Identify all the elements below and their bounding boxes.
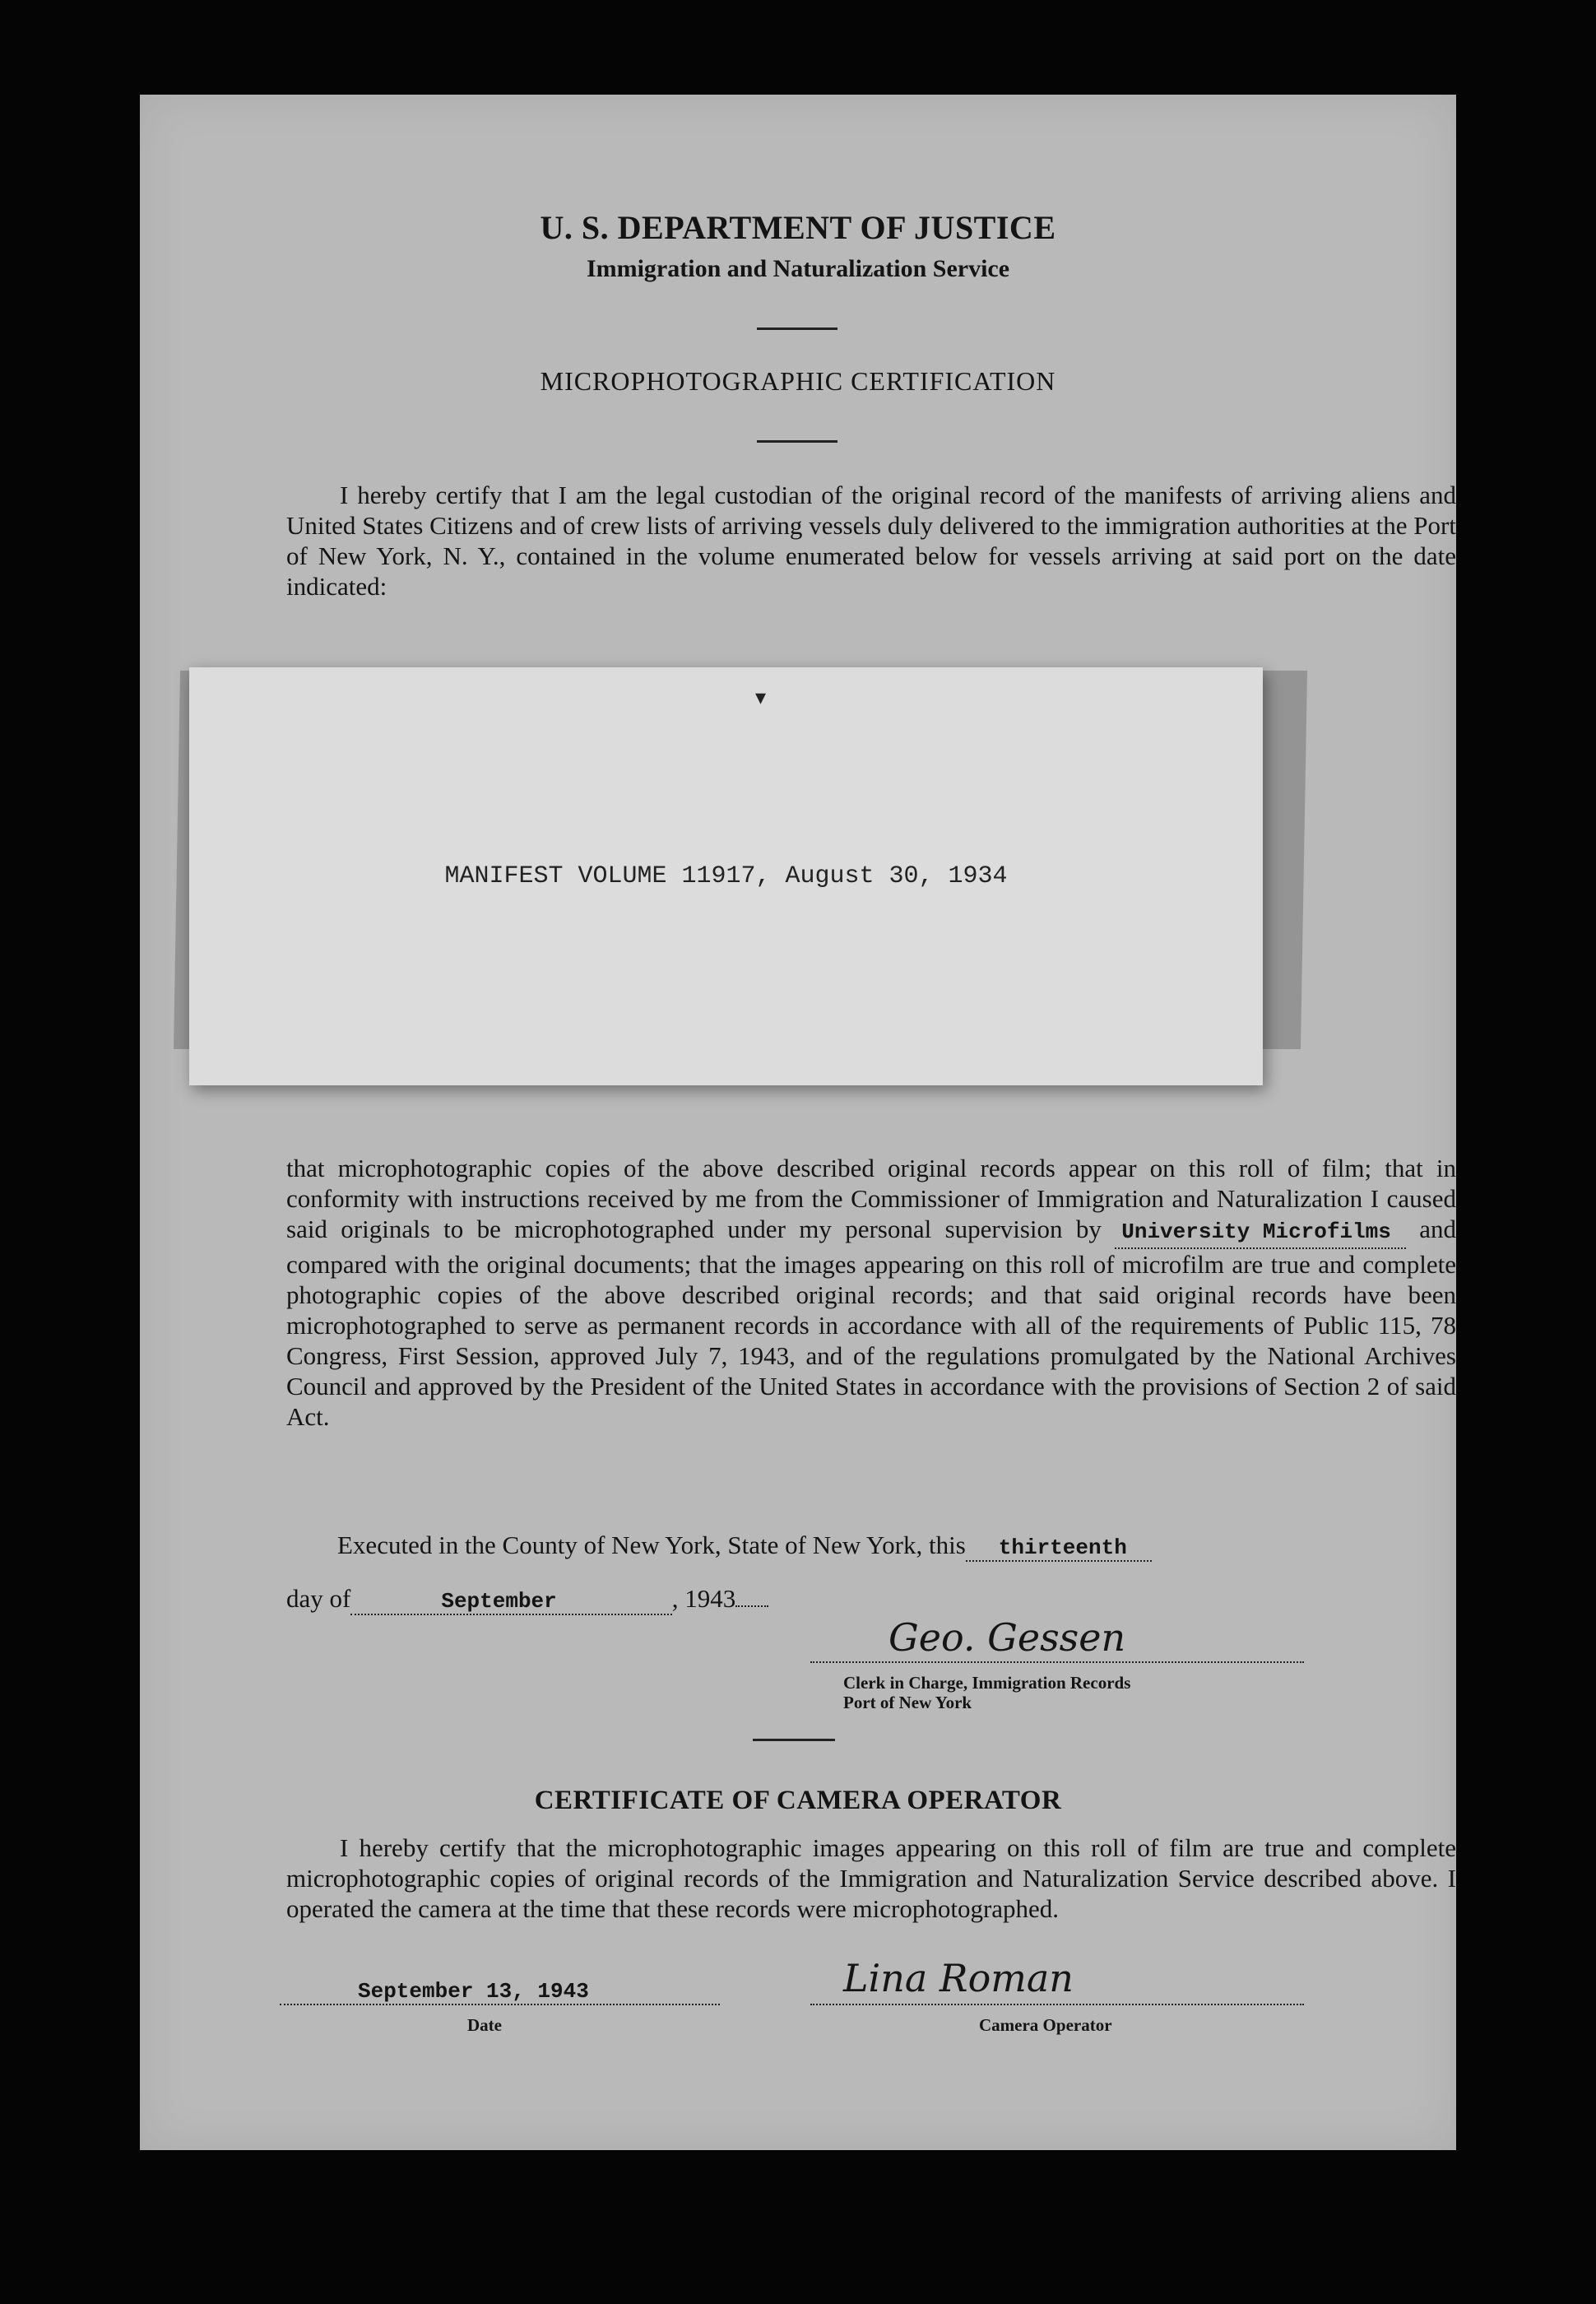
clerk-title [843,1673,1130,1712]
month-value: September [441,1589,557,1614]
year-dots [735,1605,768,1607]
month-field [350,1584,671,1615]
divider [753,1739,835,1741]
operator-label: Camera Operator [979,2015,1112,2035]
operator-signature: Lina Roman [843,1956,1074,2000]
pin-mark-icon: ▾ [755,685,767,709]
executed-text: Executed in the County of New York, State of New York, this [337,1531,966,1559]
clerk-title-line-2: Port of New York [843,1693,972,1712]
certificate-page [140,95,1456,2150]
date-line [286,1584,768,1615]
department-title: U. S. DEPARTMENT OF JUSTICE [540,209,1056,246]
date-label: Date [467,2015,502,2035]
clerk-signature-line [810,1661,1304,1663]
filmed-by-value: University Microfilms [1121,1219,1391,1244]
operator-signature-line [810,2004,1304,2005]
form-title: MICROPHOTOGRAPHIC CERTIFICATION [540,366,1056,396]
year-value: , 1943 [671,1584,736,1613]
clerk-signature: Geo. Gessen [888,1615,1126,1660]
body-lead: that microphotographic copies of the above described original records appear on this roll of film; that in conformity with instructions received by me from the Commissioner of Immigration and Naturalization I caused said originals to be microphotographed under my personal supervision by [286,1154,1456,1243]
certification-intro: I hereby certify that I am the legal custodian of the original record of the manifests of arriving aliens and United States Citizens and of crew lists of arriving vessels duly delivered to the immigration authorities at the Port of New York, N. Y., contained in the volume enumerated below for vessels arriving at said port on the date indicated: [286,481,1456,601]
body-rest: and compared with the original documents; that the images appearing on this roll of microfilm are true and complete photographic copies of the above described original records; and that said original records have been microphotographed to serve as permanent records in accordance with all of the requirements of Public 115, 78 Congress, First Session, approved July 7, 1943, and of the regulations promulgated by the National Archives Council and approved by the President of the United States in accordance with the provisions of Section 2 of said Act. [286,1215,1457,1431]
clerk-title-line-1: Clerk in Charge, Immigration Records [843,1673,1131,1693]
filmed-by-field [1115,1214,1406,1249]
day-of-label: day of [286,1584,351,1613]
day-field [966,1531,1152,1562]
certification-body [286,1153,1456,1432]
divider [757,327,837,330]
operator-date-value: September 13, 1943 [358,1979,589,2004]
volume-slip [189,667,1263,1085]
camera-operator-statement: I hereby certify that the microphotographic images appearing on this roll of film are true and complete microphotographic copies of original records of the Immigration and Naturalization Service described above. I operated the camera at the time that these records were microphotographed. [286,1833,1456,1923]
executed-line [337,1531,1152,1562]
volume-slip-text: MANIFEST VOLUME 11917, August 30, 1934 [444,862,1008,890]
camera-operator-heading: CERTIFICATE OF CAMERA OPERATOR [534,1786,1062,1815]
service-subtitle: Immigration and Naturalization Service [586,255,1010,282]
day-value: thirteenth [998,1535,1127,1560]
date-signature-line [280,2004,720,2005]
divider [757,440,837,443]
